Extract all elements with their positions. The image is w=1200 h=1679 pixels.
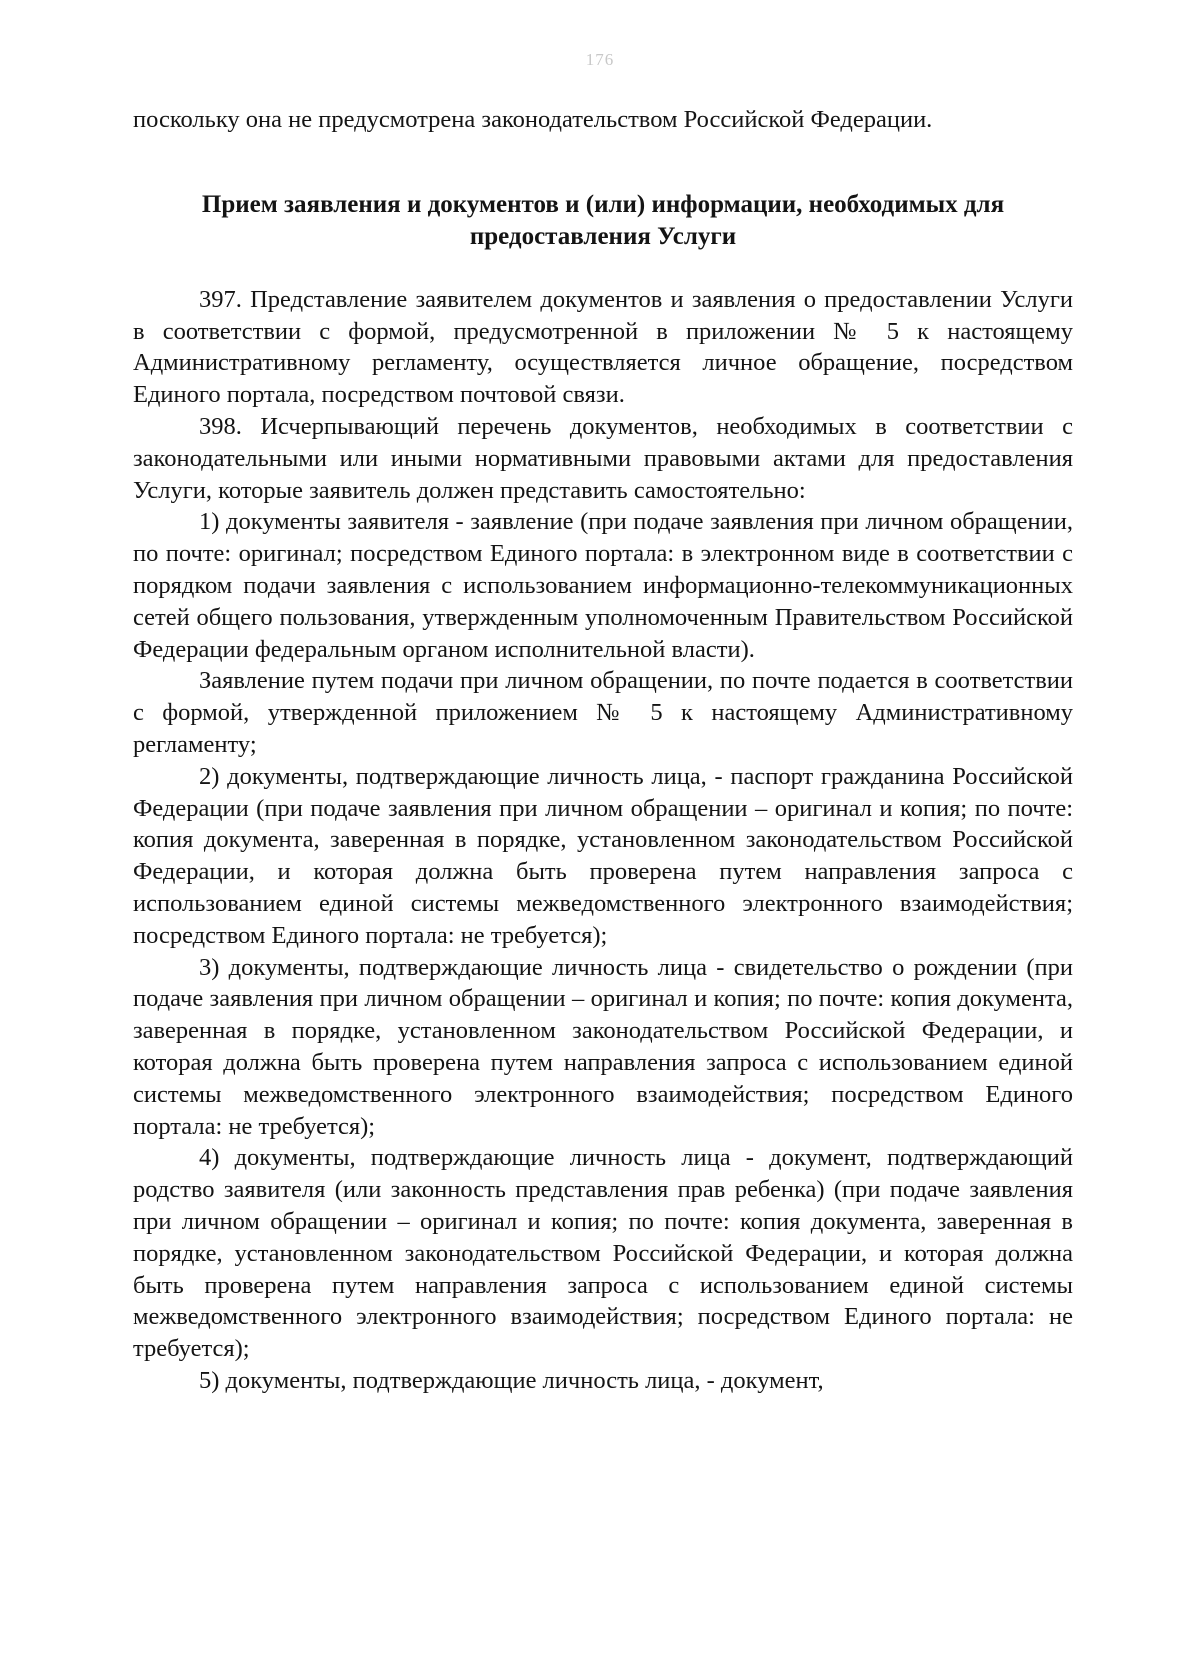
list-item-3: 3) документы, подтверждающие личность лица - свидетельство о рождении (при подаче заявления при личном обращении – оригинал и копия; по почте: копия документа, заверенная в порядке, установленном законодательством Российской Федерации, и которая должна быть проверена путем направления запроса с использованием единой системы межведомственного электронного взаимодействия; посредством Единого портала: не требуется); [133, 953, 1073, 1140]
list-item-5: 5) документы, подтверждающие личность лица, - документ, [199, 1366, 824, 1394]
list-item-2: 2) документы, подтверждающие личность лица, - паспорт гражданина Российской Федерации (при подаче заявления при личном обращении – оригинал и копия; по почте: копия документа, заверенная в порядке, установленном законодательством Российской Федерации, и которая должна быть проверена путем направления запроса с использованием единой системы межведомственного электронного взаимодействия; посредством Единого портала: не требуется); [133, 762, 1073, 949]
lead-paragraph: поскольку она не предусмотрена законодательством Российской Федерации. [133, 106, 933, 133]
paragraph-398: 398. Исчерпывающий перечень документов, необходимых в соответствии с законодательными или иными нормативными правовыми актами для предоставления Услуги, которые заявитель должен представить самостоятельно: [133, 412, 1073, 504]
list-item-1: 1) документы заявителя - заявление (при подаче заявления при личном обращении, по почте: оригинал; посредством Единого портала: в электронном виде в соответствии с порядком подачи заявления с использованием информационно-телекоммуникационных сетей общего пользования, утвержденным уполномоченным Правительством Российской Федерации федеральным органом исполнительной власти). [133, 508, 1073, 663]
paragraph-397: 397. Представление заявителем документов и заявления о предоставлении Услуги в соответствии с формой, предусмотренной в приложении № 5 к настоящему Административному регламенту, осуществляется личное обращение, посредством Единого портала, посредством почтовой связи. [133, 285, 1073, 409]
list-item-4: 4) документы, подтверждающие личность лица - документ, подтверждающий родство заявителя (или законность представления прав ребенка) (при подаче заявления при личном обращении – оригинал и копия; по почте: копия документа, заверенная в порядке, установленном законодательством Российской Федерации, и которая должна быть проверена путем направления запроса с использованием единой системы межведомственного электронного взаимодействия; посредством Единого портала: не требуется); [133, 1144, 1073, 1363]
page-number: 176 [585, 50, 615, 69]
paragraph-application-form: Заявление путем подачи при личном обращении, по почте подается в соответствии с формой, утвержденной приложением № 5 к настоящему Административному регламенту; [133, 667, 1073, 758]
document-body [133, 104, 1073, 1397]
section-heading: Прием заявления и документов и (или) информации, необходимых для предоставления Услуги [201, 190, 1005, 250]
